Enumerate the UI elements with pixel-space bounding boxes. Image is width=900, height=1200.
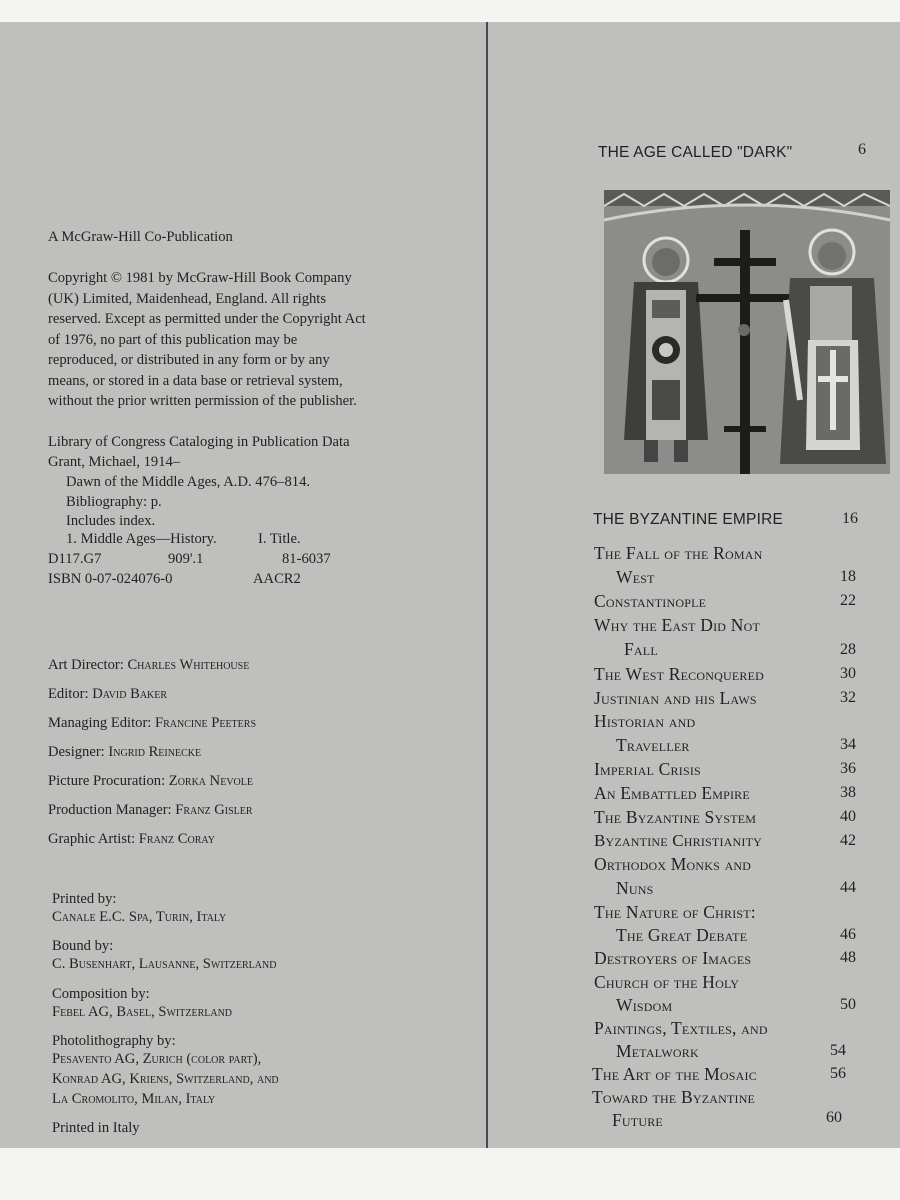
toc-entry-title: Paintings, Textiles, and xyxy=(594,1018,768,1038)
copyright-line: Copyright © 1981 by McGraw-Hill Book Company xyxy=(48,270,352,286)
dewey-number: 909'.1 xyxy=(168,551,204,567)
section-heading: THE BYZANTINE EMPIRE xyxy=(593,511,784,528)
toc-page-number: 54 xyxy=(830,1042,846,1059)
toc-entry-title: West xyxy=(616,567,655,587)
toc-entry-title: Why the East Did Not xyxy=(594,615,760,635)
toc-entry-title: Nuns xyxy=(616,878,654,898)
cataloging-author: Grant, Michael, 1914– xyxy=(48,454,181,470)
bound-by: C. Busenhart, Lausanne, Switzerland xyxy=(52,956,277,972)
class-number: D117.G7 xyxy=(48,551,102,567)
toc-page-number: 34 xyxy=(840,736,856,753)
toc-entry-title: Wisdom xyxy=(616,995,673,1015)
cataloging-subjects xyxy=(48,531,448,551)
aacr: AACR2 xyxy=(253,571,301,587)
toc-page-number: 50 xyxy=(840,996,856,1013)
toc-page-number: 22 xyxy=(840,592,856,609)
credit-line: Graphic Artist: Franz Coray xyxy=(48,831,215,847)
photolitho-line: Pesavento AG, Zurich (color part), xyxy=(52,1051,262,1067)
toc-page-number: 40 xyxy=(840,808,856,825)
toc-page-number: 38 xyxy=(840,784,856,801)
toc-entry-title: Future xyxy=(612,1110,663,1130)
mosaic-image xyxy=(604,190,890,474)
copyright-line: reserved. Except as permitted under the Copyright Act xyxy=(48,311,366,327)
subject-1: 1. Middle Ages—History. xyxy=(66,531,217,547)
credit-line: Production Manager: Franz Gisler xyxy=(48,802,253,818)
cataloging-heading: Library of Congress Cataloging in Publication Data xyxy=(48,434,350,450)
credit-line: Picture Procuration: Zorka Nevole xyxy=(48,773,253,789)
copyright-line: means, or stored in a data base or retrieval system, xyxy=(48,372,343,389)
cataloging-bibliography: Bibliography: p. xyxy=(66,494,162,510)
toc-entry-title: Byzantine Christianity xyxy=(594,831,762,850)
section-page-number: 16 xyxy=(842,510,858,527)
toc-entry-title: Imperial Crisis xyxy=(594,759,701,779)
toc-page-number: 32 xyxy=(840,689,856,706)
age-heading: THE AGE CALLED "DARK" xyxy=(598,144,793,161)
toc-entry-title: The Art of the Mosaic xyxy=(592,1064,757,1084)
toc-entry-title: The West Reconquered xyxy=(594,664,764,684)
photolitho-line: La Cromolito, Milan, Italy xyxy=(52,1091,216,1107)
toc-entry-title: Orthodox Monks and xyxy=(594,854,752,874)
credit-line: Designer: Ingrid Reinecke xyxy=(48,744,202,760)
toc-entry-title: The Byzantine System xyxy=(594,807,757,827)
toc-page-number: 46 xyxy=(840,926,856,943)
credit-line: Editor: David Baker xyxy=(48,686,168,702)
photolitho-line: Konrad AG, Kriens, Switzerland, and xyxy=(52,1071,279,1087)
toc-entry-title: Toward the Byzantine xyxy=(592,1087,756,1107)
toc-entry-title: Constantinople xyxy=(594,591,707,611)
toc-entry-title: Justinian and his Laws xyxy=(594,688,757,708)
bound-by-label: Bound by: xyxy=(52,938,114,954)
toc-entry-title: Fall xyxy=(624,639,658,659)
toc-entry-title: Traveller xyxy=(616,735,690,755)
toc-entry-title: Historian and xyxy=(594,711,696,731)
composition: Febel AG, Basel, Switzerland xyxy=(52,1004,233,1020)
mosaic-illustration xyxy=(604,190,890,474)
toc-page-number: 36 xyxy=(840,760,856,777)
cataloging-isbn-row xyxy=(48,571,448,591)
cataloging-title: Dawn of the Middle Ages, A.D. 476–814. xyxy=(66,474,311,490)
cataloging-numbers xyxy=(48,551,448,571)
toc-page-number: 44 xyxy=(840,879,856,896)
copyright-line: without the prior written permission of the publisher. xyxy=(48,393,357,409)
toc-page-number: 56 xyxy=(830,1065,846,1082)
toc-entry-title: Destroyers of Images xyxy=(594,948,752,968)
lccn: 81-6037 xyxy=(282,551,331,567)
toc-page-number: 30 xyxy=(840,665,856,682)
composition-label: Composition by: xyxy=(52,986,150,1002)
subject-2: I. Title. xyxy=(258,531,301,547)
credit-line: Art Director: Charles Whitehouse xyxy=(48,657,250,673)
book-spread xyxy=(0,22,900,1148)
book-gutter xyxy=(486,22,488,1148)
cataloging-index: Includes index. xyxy=(66,513,156,529)
toc-entry-title: Metalwork xyxy=(616,1041,699,1061)
publication-line: A McGraw-Hill Co-Publication xyxy=(48,229,233,245)
toc-entry-title: An Embattled Empire xyxy=(594,783,750,803)
printed-in: Printed in Italy xyxy=(52,1120,140,1136)
copyright-line: reproduced, or distributed in any form or by any xyxy=(48,352,330,368)
toc-page-number: 18 xyxy=(840,568,856,585)
toc-entry-title: The Nature of Christ: xyxy=(594,902,756,922)
photolitho-label: Photolithography by: xyxy=(52,1033,176,1049)
toc-entry-title: The Great Debate xyxy=(616,925,748,945)
toc-entry-title: Church of the Holy xyxy=(594,972,740,992)
printed-by: Canale E.C. Spa, Turin, Italy xyxy=(52,909,227,925)
isbn: ISBN 0-07-024076-0 xyxy=(48,571,173,587)
toc-page-number: 48 xyxy=(840,949,856,966)
toc-page-number: 60 xyxy=(826,1109,842,1126)
copyright-line: of 1976, no part of this publication may be xyxy=(48,331,298,348)
toc-page-number: 28 xyxy=(840,641,856,658)
printed-by-label: Printed by: xyxy=(52,891,117,907)
copyright-line: (UK) Limited, Maidenhead, England. All rights xyxy=(48,290,327,307)
credit-line: Managing Editor: Francine Peeters xyxy=(48,715,257,731)
toc-entry-title: The Fall of the Roman xyxy=(594,543,763,563)
age-page-number: 6 xyxy=(858,141,866,158)
toc-page-number: 42 xyxy=(840,832,856,849)
